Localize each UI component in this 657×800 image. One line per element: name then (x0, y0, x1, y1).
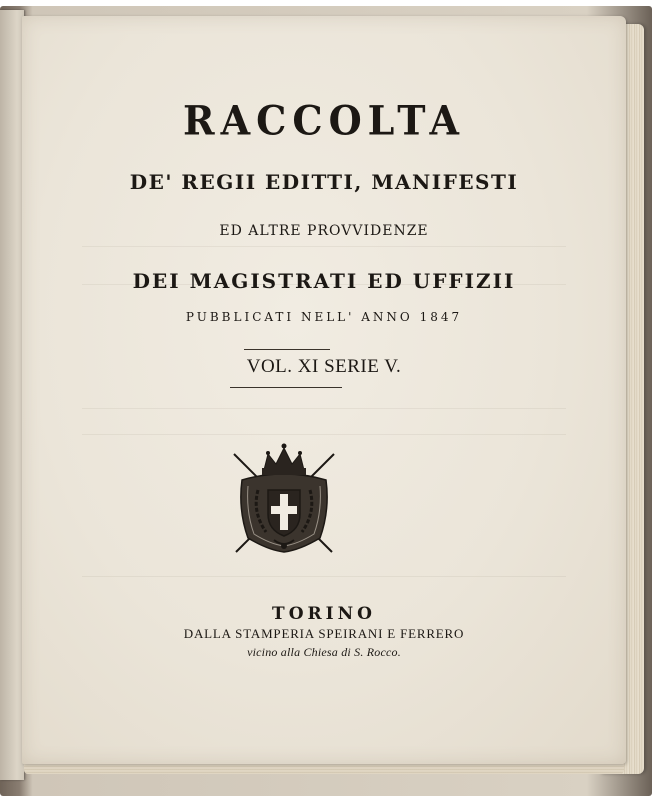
subtitle-line-1: DE' REGII EDITTI, MANIFESTI (129, 170, 519, 194)
title-page (22, 16, 626, 764)
back-sheet (0, 10, 24, 780)
imprint-printer: DALLA STAMPERIA SPEIRANI E FERRERO (183, 626, 465, 641)
volume-label: VOL. XI SERIE V. (246, 356, 402, 377)
divider-top (244, 349, 330, 350)
savoy-coat-of-arms-icon (228, 440, 340, 558)
divider-bottom (230, 387, 342, 388)
page-title: RACCOLTA (183, 96, 465, 145)
show-through-line (82, 434, 566, 435)
subtitle-line-3: DEI MAGISTRATI ED UFFIZII (132, 269, 516, 293)
imprint-address: vicino alla Chiesa di S. Rocco. (247, 645, 401, 659)
show-through-line (82, 408, 566, 409)
imprint-city: TORINO (272, 604, 376, 624)
publication-line: PUBBLICATI NELL' ANNO 1847 (185, 310, 463, 324)
show-through-line (82, 576, 566, 577)
subtitle-line-2: ED ALTRE PROVVIDENZE (219, 223, 429, 239)
show-through-line (82, 246, 566, 247)
